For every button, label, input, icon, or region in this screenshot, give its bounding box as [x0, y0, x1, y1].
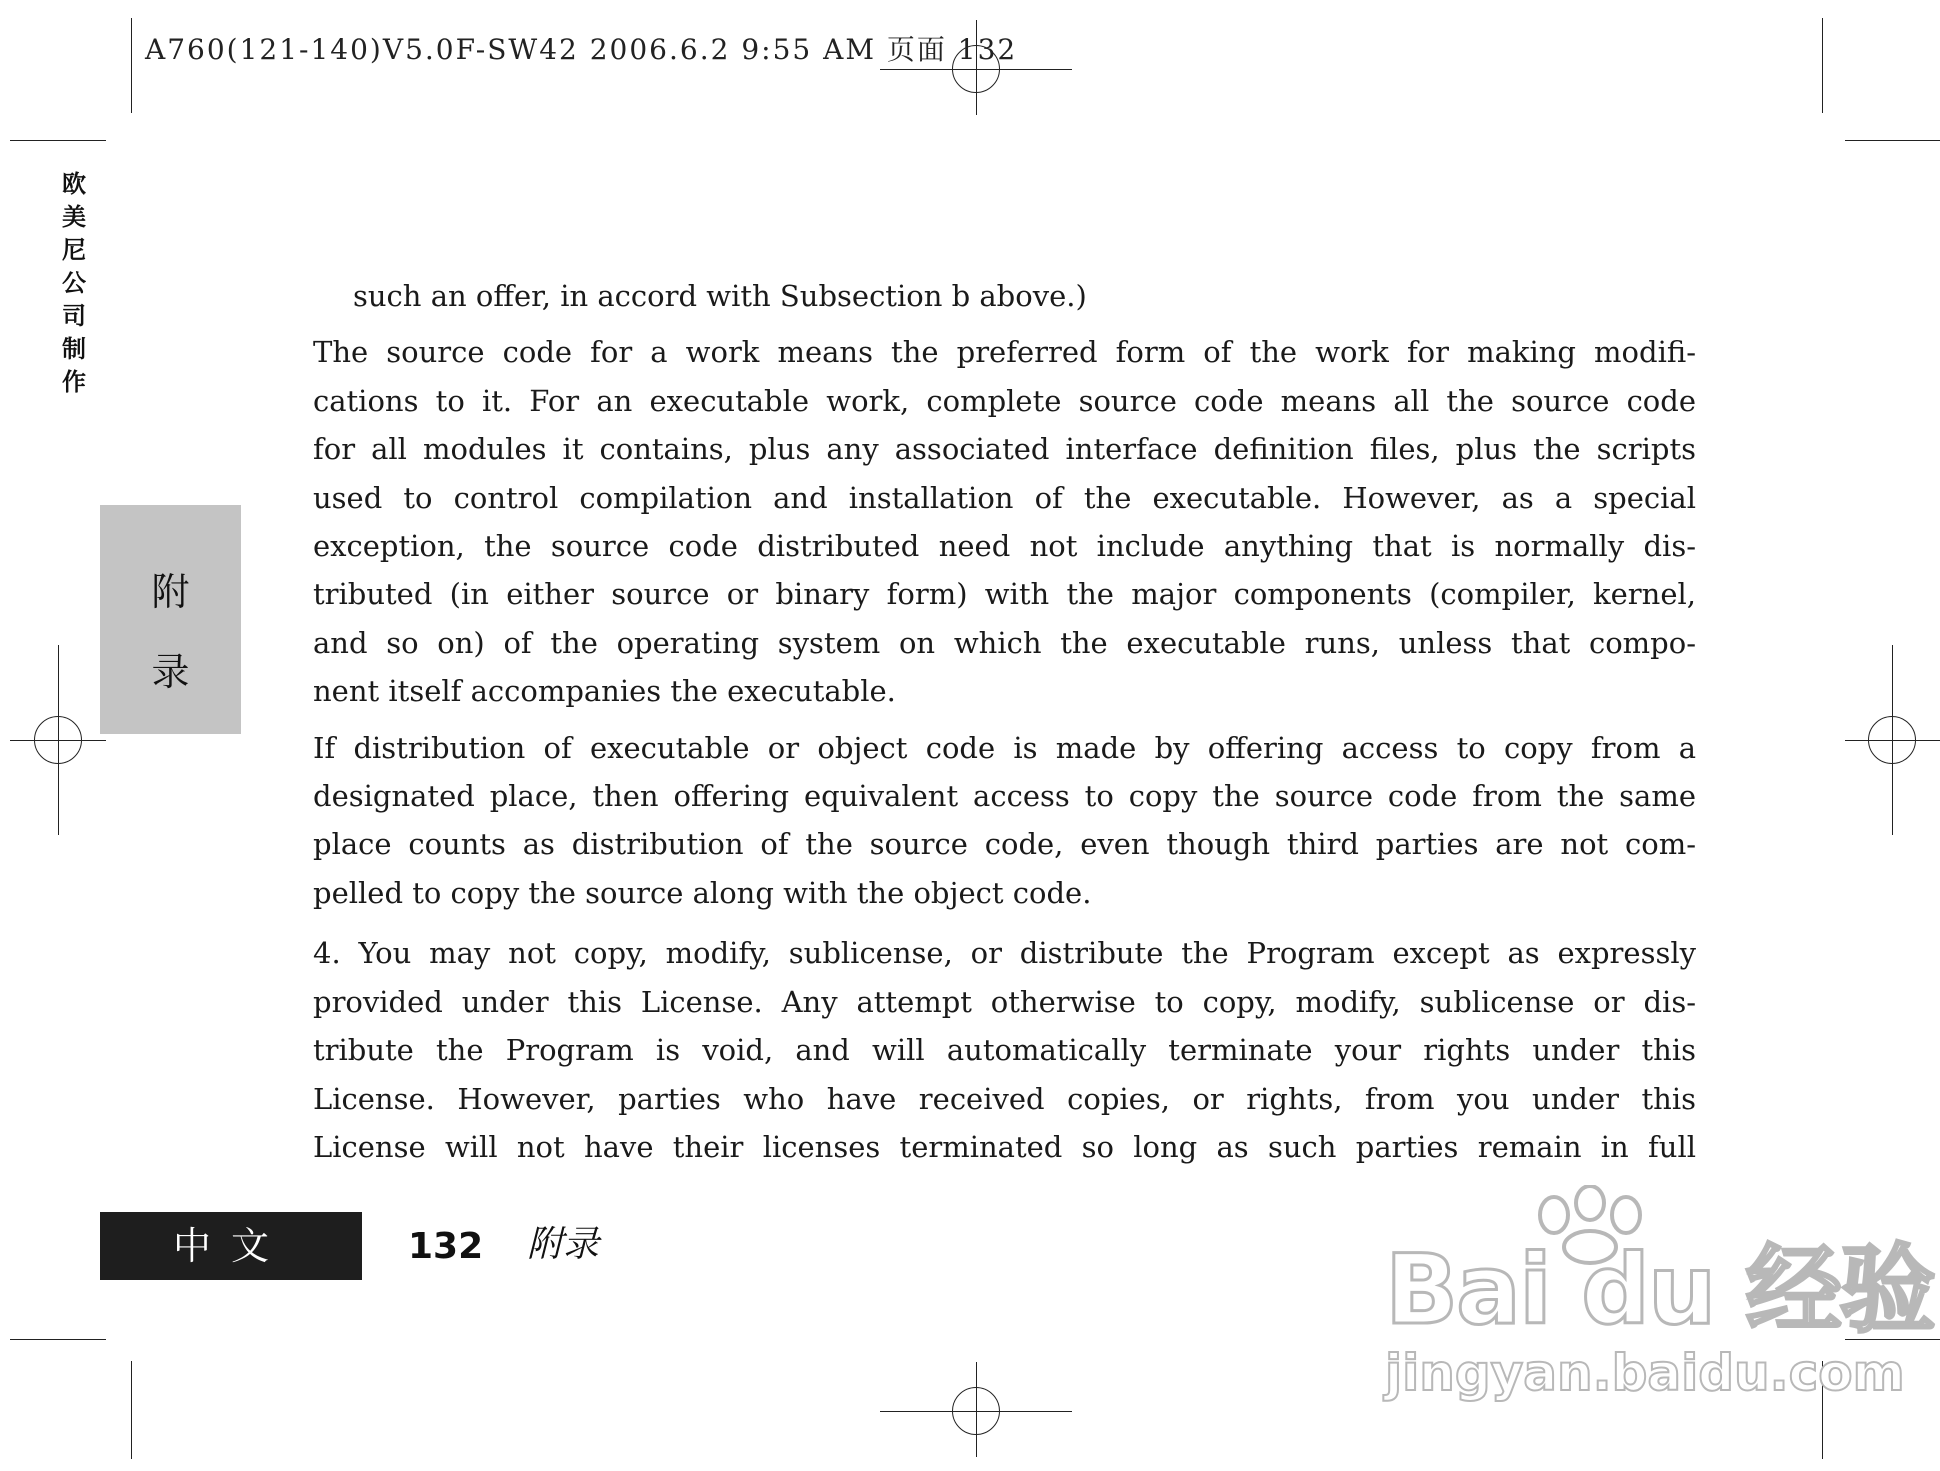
crop-mark-bottom-left-v	[131, 1361, 132, 1459]
crop-mark-bottom-left-h	[10, 1339, 106, 1340]
crop-mark-top-right-h	[1845, 140, 1940, 141]
side-tab-char-2: 录	[151, 650, 190, 694]
crop-mark-top-left-v	[131, 18, 132, 113]
side-tab-char-1: 附	[151, 570, 190, 614]
crop-mark-top-right-v	[1822, 18, 1823, 113]
registration-mark-bottom-circle	[952, 1387, 1000, 1435]
page-number: 132	[408, 1226, 484, 1267]
watermark-url: jingyan.baidu.com	[1385, 1344, 1905, 1402]
company-vertical-text: 欧 美 尼 公 司 制 作	[62, 170, 86, 396]
crop-mark-top-left-h	[10, 140, 106, 141]
body-text	[313, 272, 1696, 1171]
footer-section-title: 附录	[527, 1224, 600, 1265]
paragraph-distribution: If distribution of executable or object code is made by offering access to copy from a designated place, then offering equivalent access to copy the source code from the same place counts as distribution of the source code, even though third parties are not com- pelled to copy the source along with the object code.	[313, 730, 1696, 910]
print-slug: A760(121-140)V5.0F-SW42 2006.6.2 9:55 AM 页面 132	[145, 33, 1018, 66]
paragraph-source-code: The source code for a work means the preferred form of the work for making modifi- cations to it. For an executable work, complete source code means all the source code for all modules it contains, plus any associated interface definition files, plus the scripts used to control compilation and installation of the executable. However, as a special exception, the source code distributed need not include anything that is normally dis- tributed (in either source or binary form) with the major components (compiler, kernel, and so on) of the operating system on which the executable runs, unless that compo- nent itself accompanies the executable.	[313, 335, 1696, 709]
registration-mark-right-circle	[1868, 716, 1916, 764]
footer-language-bar: 中文	[100, 1212, 362, 1280]
watermark-brand: Bai du 经验	[1385, 1234, 1934, 1346]
paragraph-section-4: 4. You may not copy, modify, sublicense, or distribute the Program except as expressly provided under this License. Any attempt otherwise to copy, modify, sublicense or dis- tribute the Program is void, and will automatically terminate your rights under this License. However, parties who have received copies, or rights, from you under this License will not have their licenses terminated so long as such parties remain in full	[313, 936, 1696, 1164]
registration-mark-left-circle	[34, 716, 82, 764]
continuation-line: such an offer, in accord with Subsection b above.)	[353, 279, 1087, 313]
appendix-side-tab	[100, 505, 241, 734]
registration-mark-top-circle	[952, 45, 1000, 93]
